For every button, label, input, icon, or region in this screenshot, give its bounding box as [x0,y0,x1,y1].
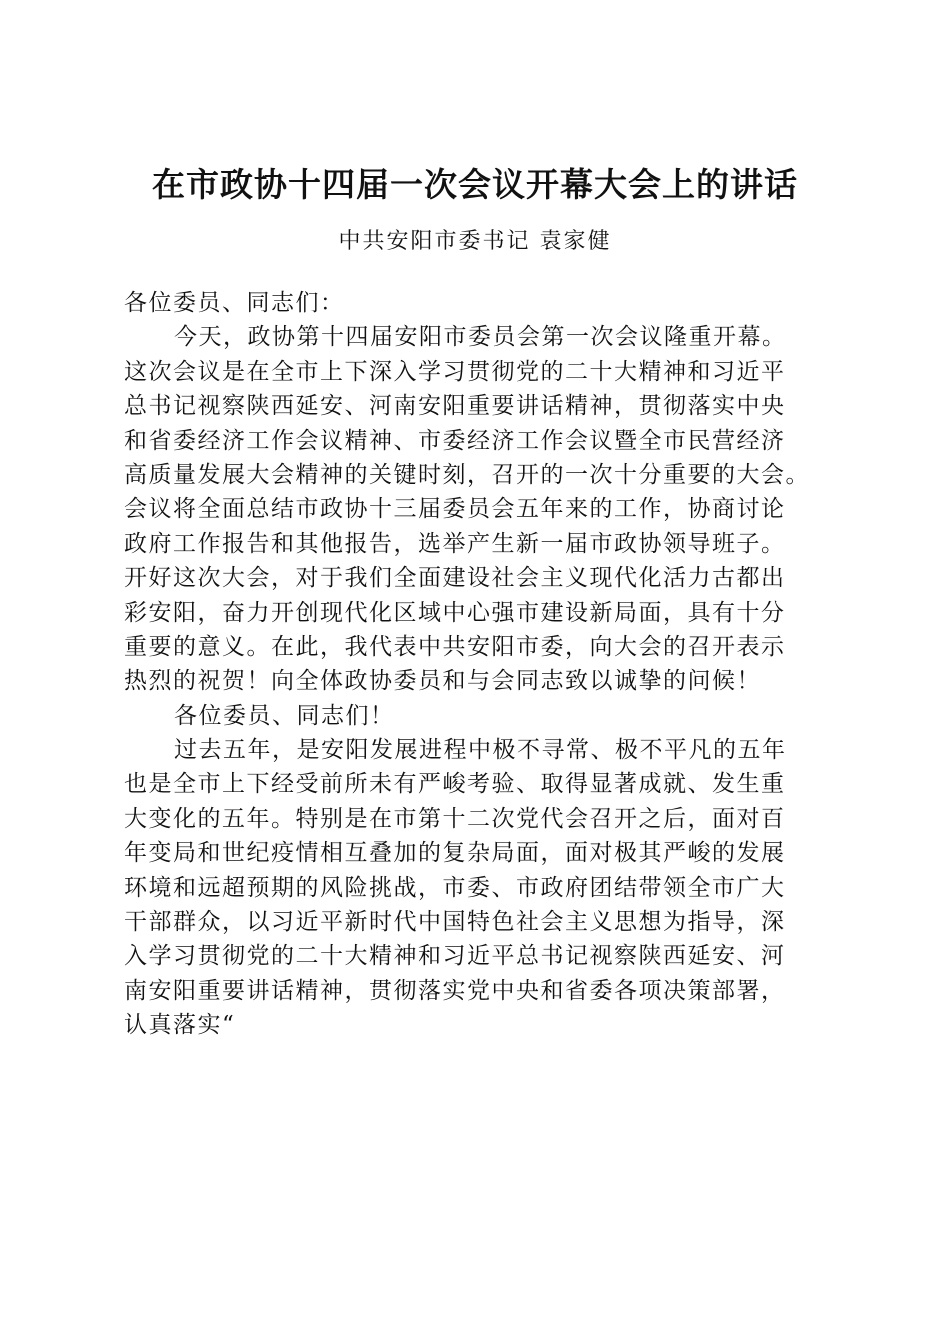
body-line: 干部群众，以习近平新时代中国特色社会主义思想为指导，深 [124,909,786,936]
body-line: 也是全市上下经受前所未有严峻考验、取得显著成就、发生重 [124,771,786,798]
body-line: 今天，政协第十四届安阳市委员会第一次会议隆重开幕。 [174,324,787,351]
body-line: 各位委员、同志们： [124,290,345,316]
body-line: 热烈的祝贺！向全体政协委员和与会同志致以诚挚的问候！ [124,668,761,695]
body-line: 高质量发展大会精神的关键时刻，召开的一次十分重要的大会。 [124,461,810,488]
document-body [124,286,844,1043]
document-author: 中共安阳市委书记 袁家健 [338,229,612,254]
document-title: 在市政协十四届一次会议开幕大会上的讲话 [152,165,798,204]
body-line: 认真落实“ [124,1012,236,1039]
body-line: 总书记视察陕西延安、河南安阳重要讲话精神，贯彻落实中央 [124,393,786,420]
body-line: 和省委经济工作会议精神、市委经济工作会议暨全市民营经济 [124,427,786,454]
body-line: 南安阳重要讲话精神，贯彻落实党中央和省委各项决策部署， [124,977,786,1004]
body-line: 这次会议是在全市上下深入学习贯彻党的二十大精神和习近平 [124,358,786,385]
body-line: 年变局和世纪疫情相互叠加的复杂局面，面对极其严峻的发展 [124,840,786,867]
body-line: 环境和远超预期的风险挑战，市委、市政府团结带领全市广大 [124,874,786,901]
body-line: 政府工作报告和其他报告，选举产生新一届市政协领导班子。 [124,530,786,557]
body-line: 大变化的五年。特别是在市第十二次党代会召开之后，面对百 [124,805,786,832]
body-line: 会议将全面总结市政协十三届委员会五年来的工作，协商讨论 [124,496,786,523]
body-line: 重要的意义。在此，我代表中共安阳市委，向大会的召开表示 [124,633,786,660]
body-line: 入学习贯彻党的二十大精神和习近平总书记视察陕西延安、河 [124,943,786,970]
body-line: 彩安阳，奋力开创现代化区域中心强市建设新局面，具有十分 [124,599,786,626]
body-line: 开好这次大会，对于我们全面建设社会主义现代化活力古都出 [124,565,786,592]
body-line: 过去五年，是安阳发展进程中极不寻常、极不平凡的五年 [174,737,787,764]
body-line: 各位委员、同志们！ [174,702,395,729]
